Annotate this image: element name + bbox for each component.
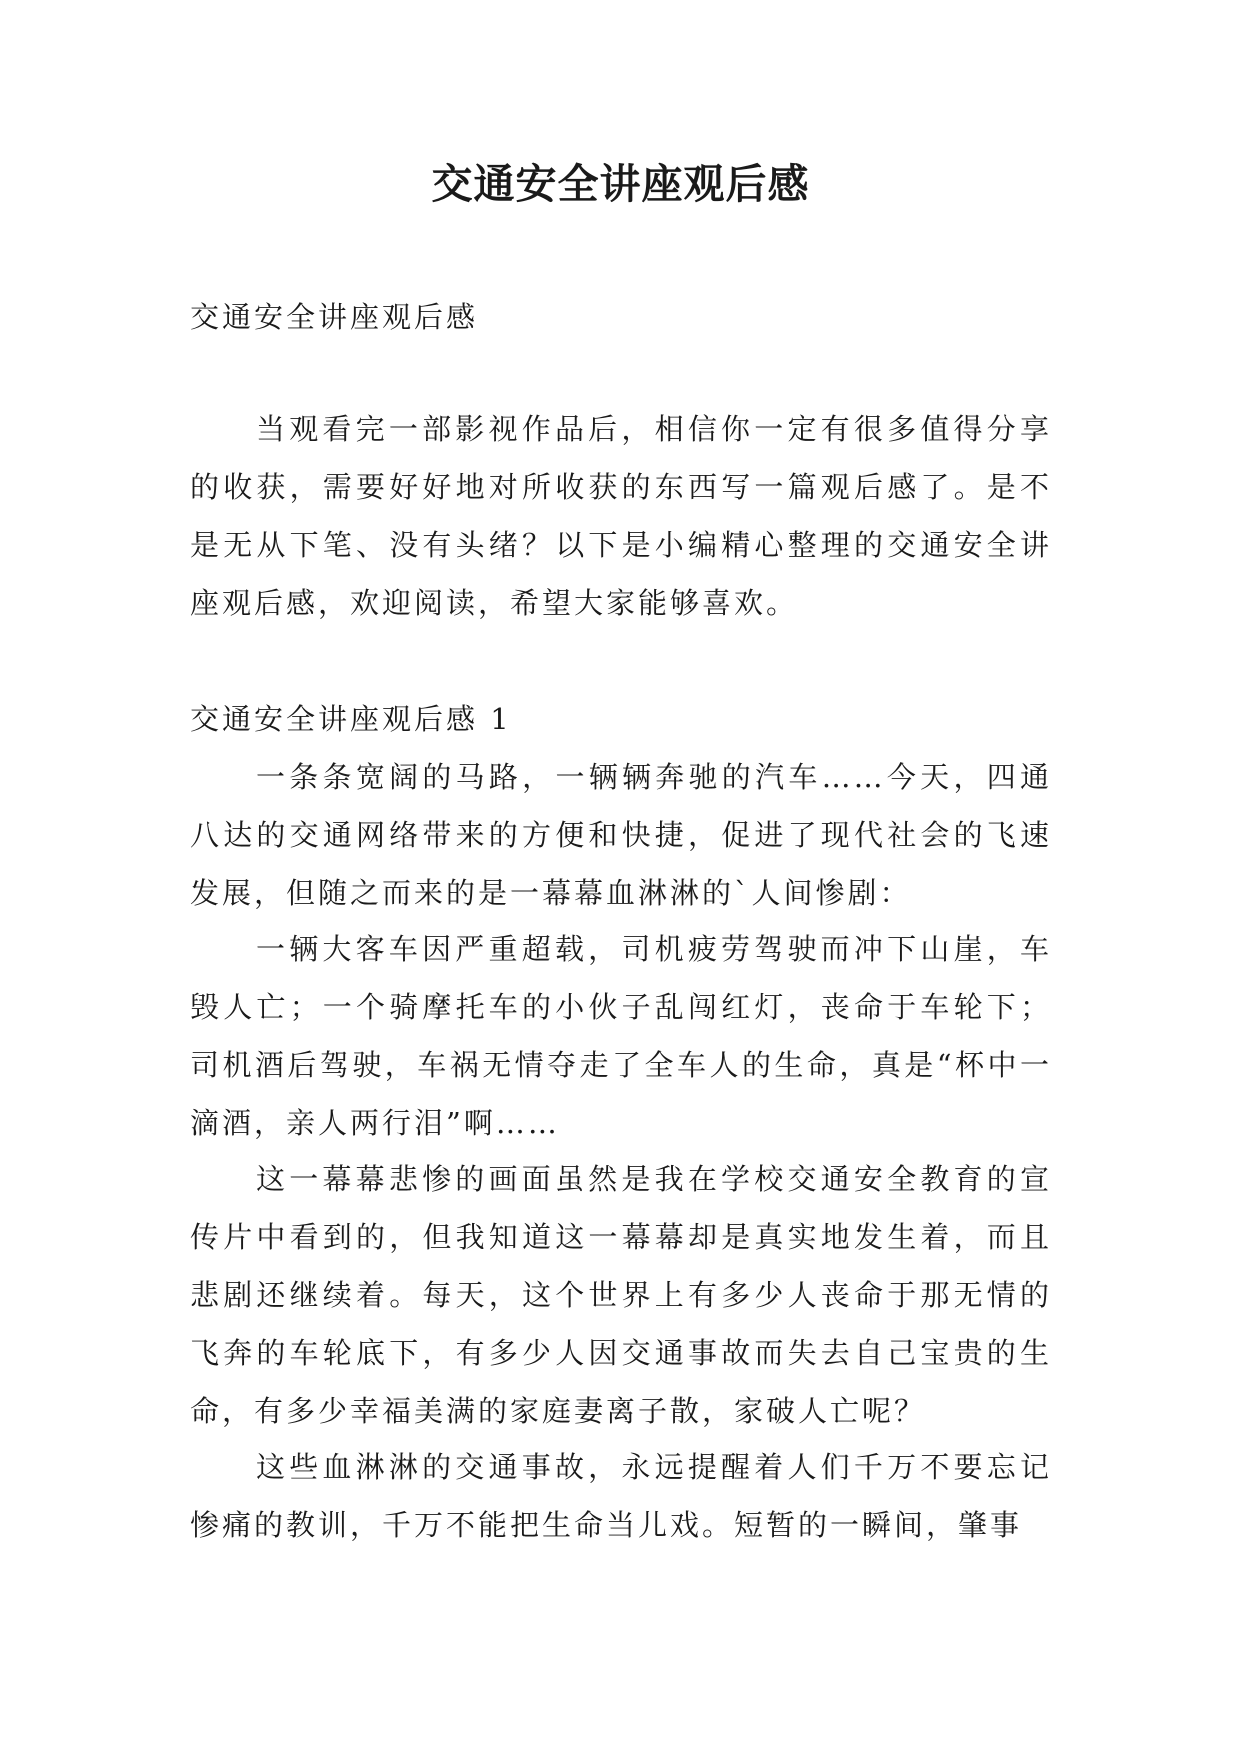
body-paragraph: 一辆大客车因严重超载，司机疲劳驾驶而冲下山崖，车毁人亡；一个骑摩托车的小伙子乱闯红灯，丧命于车轮下；司机酒后驾驶，车祸无情夺走了全车人的生命，真是“杯中一滴酒，亲人两行泪”啊…… [190, 932, 1052, 1140]
body-paragraph: 一条条宽阔的马路，一辆辆奔驰的汽车……今天，四通八达的交通网络带来的方便和快捷，促进了现代社会的飞速发展，但随之而来的是一幕幕血淋淋的`人间惨剧： [190, 760, 1052, 910]
intro-paragraph: 当观看完一部影视作品后，相信你一定有很多值得分享的收获，需要好好地对所收获的东西写一篇观后感了。是不是无从下笔、没有头绪？以下是小编精心整理的交通安全讲座观后感，欢迎阅读，希望大家能够喜欢。 [190, 412, 1052, 620]
document-subtitle: 交通安全讲座观后感 [190, 300, 479, 334]
body-paragraph: 这一幕幕悲惨的画面虽然是我在学校交通安全教育的宣传片中看到的，但我知道这一幕幕却是真实地发生着，而且悲剧还继续着。每天，这个世界上有多少人丧命于那无情的飞奔的车轮底下，有多少人因交通事故而失去自己宝贵的生命，有多少幸福美满的家庭妻离子散，家破人亡呢？ [190, 1162, 1052, 1428]
body-paragraph: 这些血淋淋的交通事故，永远提醒着人们千万不要忘记惨痛的教训，千万不能把生命当儿戏。短暂的一瞬间，肇事 [190, 1450, 1052, 1542]
document-title: 交通安全讲座观后感 [431, 160, 810, 208]
section-heading: 交通安全讲座观后感 1 [190, 702, 512, 736]
